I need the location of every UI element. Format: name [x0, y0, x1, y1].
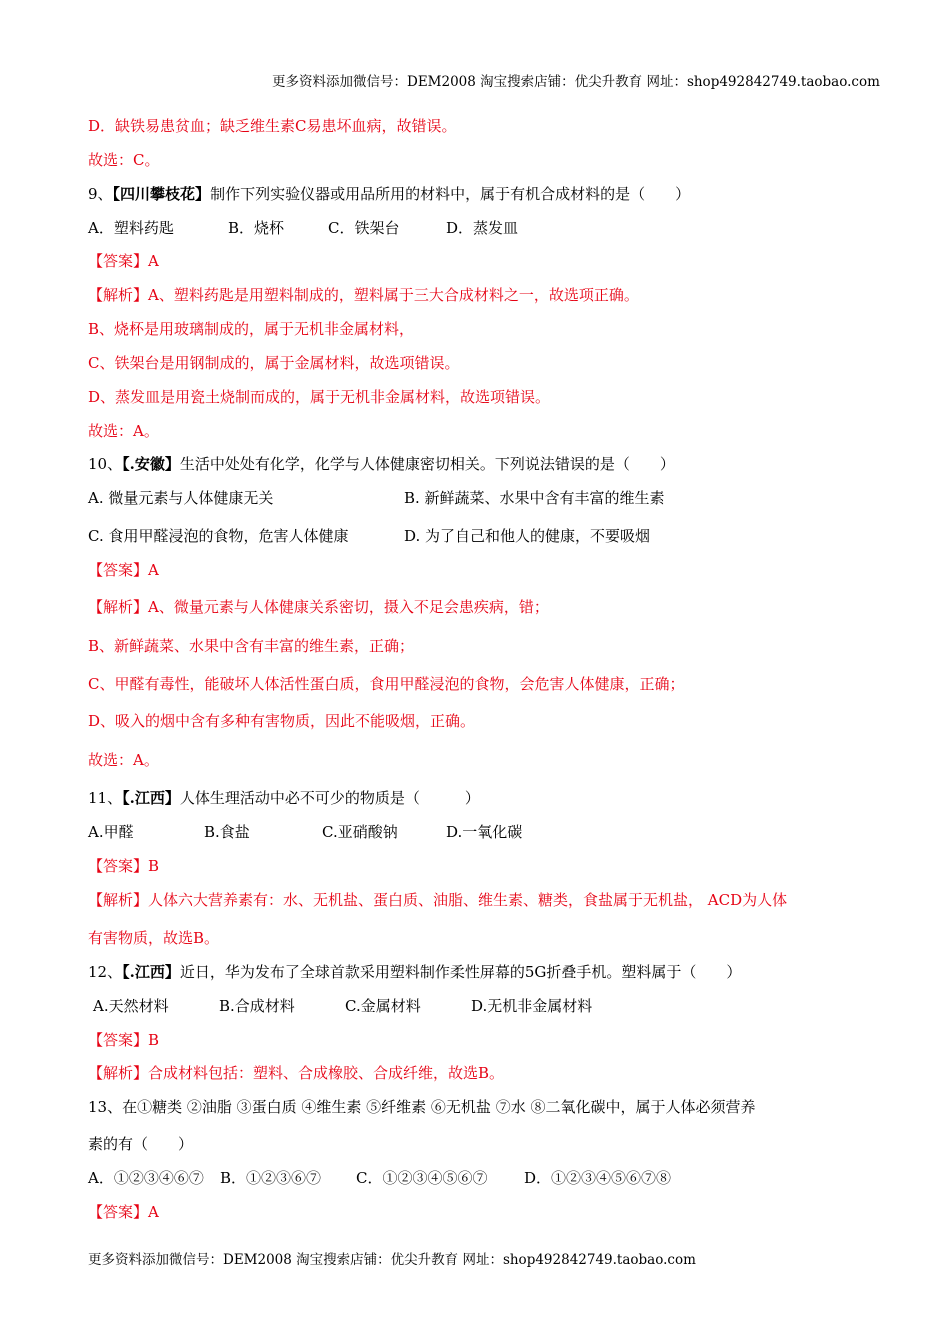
option-a: A. 微量元素与人体健康无关: [88, 489, 274, 507]
question-text: 近日，华为发布了全球首款采用塑料制作柔性屏幕的5G折叠手机。塑料属于（ ）: [179, 963, 742, 981]
question-text: 人体生理活动中必不可少的物质是（ ）: [179, 789, 480, 807]
question-text: 制作下列实验仪器或用品所用的材料中，属于有机合成材料的是（ ）: [210, 185, 691, 203]
question-9-options: [88, 218, 518, 238]
question-source-tag: 【四川攀枝花】: [112, 185, 211, 203]
question-11-answer: 【答案】B: [88, 857, 160, 875]
option-d: D. 为了自己和他人的健康，不要吸烟: [404, 527, 651, 545]
question-10-options-row-2: [88, 526, 650, 546]
question-number: 9、: [88, 185, 113, 203]
question-9-choose: 故选：A。: [88, 422, 159, 440]
option-d: D.无机非金属材料: [471, 997, 593, 1015]
question-10-stem: [88, 454, 675, 474]
question-12-options: [93, 996, 592, 1016]
question-9-answer: 【答案】A: [88, 252, 159, 270]
question-number: 12、: [88, 963, 123, 981]
option-b: B.合成材料: [219, 997, 295, 1015]
question-text: 生活中处处有化学，化学与人体健康密切相关。下列说法错误的是（ ）: [179, 455, 675, 473]
prev-choose: 故选：C。: [88, 151, 160, 169]
question-9-stem: [88, 184, 690, 204]
question-9-analysis-3: C、铁架台是用钢制成的，属于金属材料，故选项错误。: [88, 354, 460, 372]
question-13-stem-line-2: 素的有（ ）: [88, 1135, 194, 1153]
question-13-stem-line-1: 13、在①糖类 ②油脂 ③蛋白质 ④维生素 ⑤纤维素 ⑥无机盐 ⑦水 ⑧二氧化碳中，属于人体必须营养: [88, 1098, 756, 1116]
option-c: C．铁架台: [328, 219, 400, 237]
option-a: A．塑料药匙: [88, 219, 174, 237]
question-source-tag: 【.江西】: [122, 963, 180, 981]
question-source-tag: 【.江西】: [122, 789, 180, 807]
question-10-analysis-2: B、新鲜蔬菜、水果中含有丰富的维生素，正确；: [88, 637, 415, 655]
prev-option-d-analysis: D．缺铁易患贫血；缺乏维生素C易患坏血病，故错误。: [88, 117, 457, 135]
page-footer: 更多资料添加微信号：DEM2008 淘宝搜索店铺：优尖升教育 网址：shop492842749.taobao.com: [88, 1252, 696, 1268]
question-10-options-row-1: [88, 488, 665, 508]
question-12-answer: 【答案】B: [88, 1031, 160, 1049]
option-a: A.天然材料: [93, 997, 169, 1015]
question-10-answer: 【答案】A: [88, 561, 159, 579]
question-10-analysis-1: 【解析】A、微量元素与人体健康关系密切，摄入不足会患疾病，错；: [88, 598, 549, 616]
option-d: D.一氧化碳: [446, 823, 523, 841]
page-header: 更多资料添加微信号：DEM2008 淘宝搜索店铺：优尖升教育 网址：shop492842749.taobao.com: [272, 74, 880, 90]
option-c: C.金属材料: [345, 997, 421, 1015]
option-a: A．①②③④⑥⑦: [88, 1169, 204, 1187]
question-number: 11、: [88, 789, 123, 807]
question-9-analysis-1: 【解析】A、塑料药匙是用塑料制成的，塑料属于三大合成材料之一，故选项正确。: [88, 286, 639, 304]
question-10-choose: 故选：A。: [88, 751, 159, 769]
question-11-analysis-2: 有害物质，故选B。: [88, 929, 220, 947]
question-13-options: [88, 1168, 671, 1188]
question-number: 10、: [88, 455, 123, 473]
option-c: C. 食用甲醛浸泡的食物，危害人体健康: [88, 527, 349, 545]
question-10-analysis-3: C、甲醛有毒性，能破坏人体活性蛋白质，食用甲醛浸泡的食物，会危害人体健康，正确；: [88, 675, 685, 693]
option-b: B.食盐: [204, 823, 250, 841]
option-d: D．①②③④⑤⑥⑦⑧: [524, 1169, 672, 1187]
option-b: B．①②③⑥⑦: [220, 1169, 322, 1187]
question-10-analysis-4: D、吸入的烟中含有多种有害物质，因此不能吸烟，正确。: [88, 712, 476, 730]
option-c: C.亚硝酸钠: [322, 823, 398, 841]
option-b: B．烧杯: [228, 219, 285, 237]
option-d: D．蒸发皿: [446, 219, 519, 237]
question-source-tag: 【.安徽】: [122, 455, 180, 473]
option-b: B. 新鲜蔬菜、水果中含有丰富的维生素: [404, 489, 665, 507]
question-11-options: [88, 822, 522, 842]
question-12-analysis-1: 【解析】合成材料包括：塑料、合成橡胶、合成纤维，故选B。: [88, 1064, 505, 1082]
question-12-stem: [88, 962, 741, 982]
question-11-analysis-1: 【解析】人体六大营养素有：水、无机盐、蛋白质、油脂、维生素、糖类，食盐属于无机盐， ACD为人体: [88, 891, 788, 909]
option-a: A.甲醛: [88, 823, 134, 841]
option-c: C．①②③④⑤⑥⑦: [356, 1169, 488, 1187]
question-9-analysis-4: D、蒸发皿是用瓷土烧制而成的，属于无机非金属材料，故选项错误。: [88, 388, 551, 406]
question-11-stem: [88, 788, 480, 808]
question-13-answer: 【答案】A: [88, 1203, 159, 1221]
question-9-analysis-2: B、烧杯是用玻璃制成的，属于无机非金属材料，: [88, 320, 415, 338]
